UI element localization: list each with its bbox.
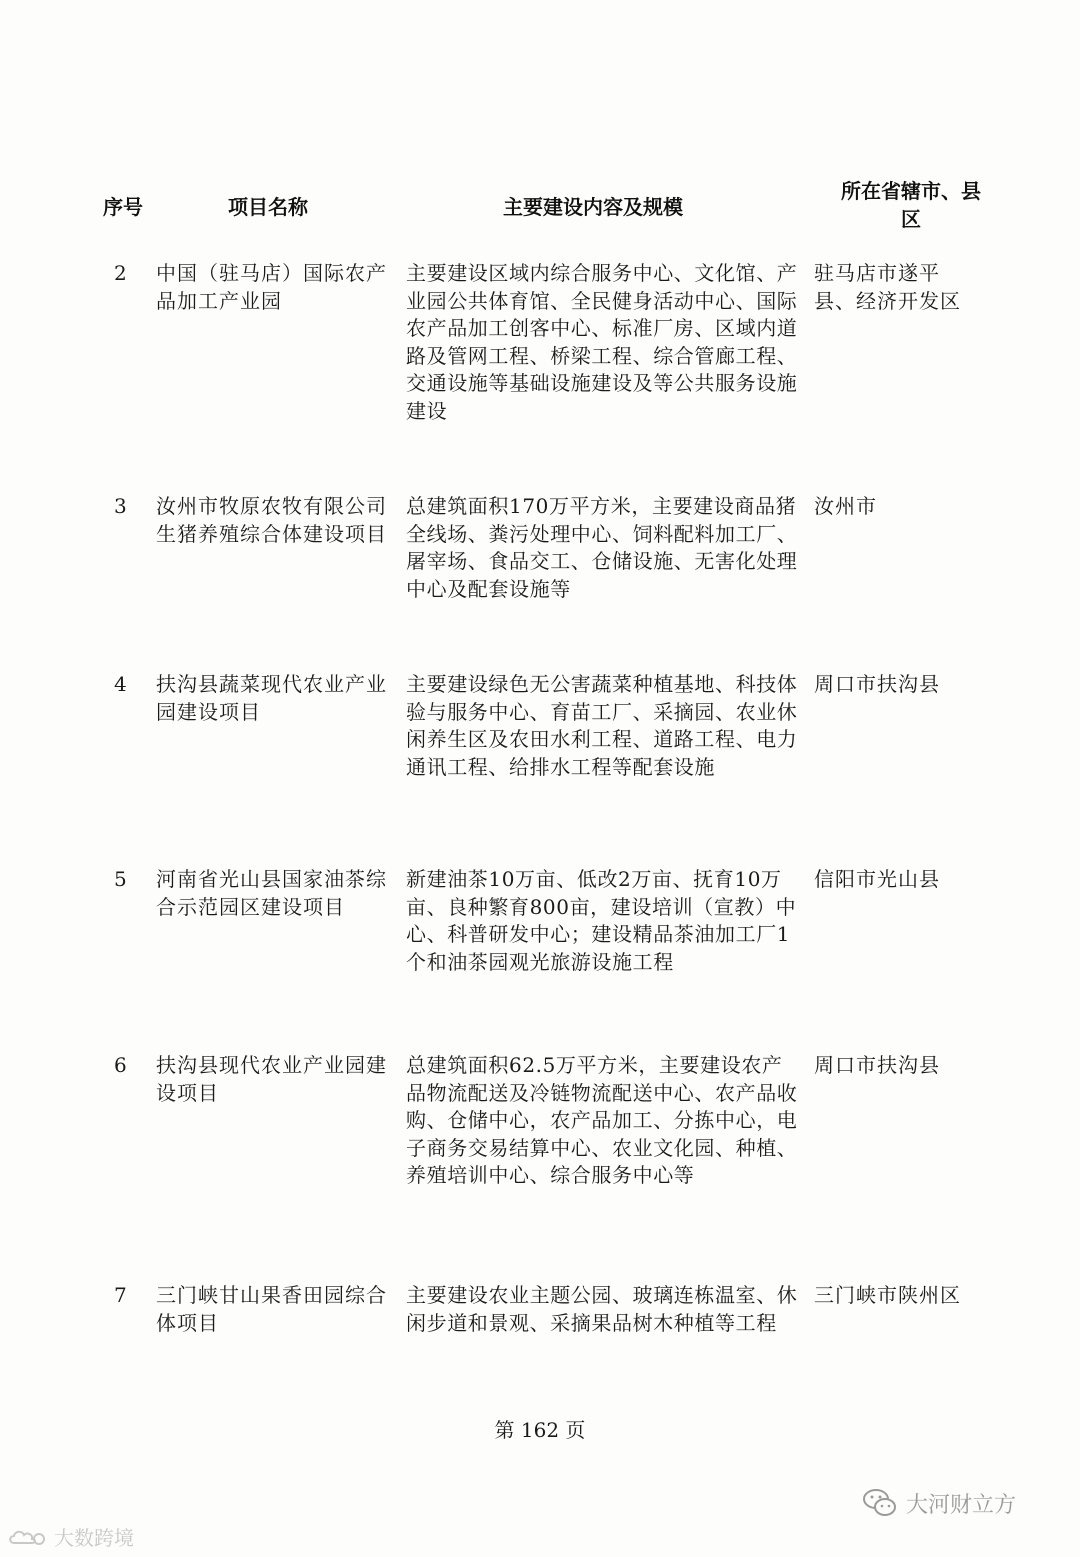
row-seq: 6 xyxy=(114,1053,127,1077)
row-seq: 7 xyxy=(114,1283,127,1307)
row-name: 扶沟县现代农业产业园建设项目 xyxy=(156,1053,387,1105)
page-number: 第 162 页 xyxy=(494,1418,586,1442)
row-location: 三门峡市陕州区 xyxy=(814,1283,961,1307)
row-content: 主要建设农业主题公园、玻璃连栋温室、休闲步道和景观、采摘果品树木种植等工程 xyxy=(406,1283,798,1335)
row-seq: 2 xyxy=(114,261,127,285)
row-name: 扶沟县蔬菜现代农业产业园建设项目 xyxy=(156,672,387,724)
watermark-right-text: 大河财立方 xyxy=(906,1492,1017,1518)
header-seq: 序号 xyxy=(103,195,143,219)
row-location: 周口市扶沟县 xyxy=(814,1053,940,1077)
watermark-left-text: 大数跨境 xyxy=(54,1526,134,1550)
row-content: 主要建设绿色无公害蔬菜种植基地、科技体验与服务中心、育苗工厂、采摘园、农业休闲养生区及农田水利工程、道路工程、电力通讯工程、给排水工程等配套设施 xyxy=(406,672,798,779)
row-seq: 3 xyxy=(114,494,127,518)
wechat-logo-icon xyxy=(862,1487,898,1519)
row-content: 主要建设区域内综合服务中心、文化馆、产业园公共体育馆、全民健身活动中心、国际农产品加工创客中心、标准厂房、区域内道路及管网工程、桥梁工程、综合管廊工程、交通设施等基础设施建设及等公共服务设施建设 xyxy=(406,261,798,423)
watermark-right xyxy=(862,1487,1016,1519)
row-location: 信阳市光山县 xyxy=(814,867,940,891)
row-content: 总建筑面积62.5万平方米，主要建设农产品物流配送及冷链物流配送中心、农产品收购、仓储中心，农产品加工、分拣中心，电子商务交易结算中心、农业文化园、种植、养殖培训中心、综合服务中心等 xyxy=(406,1053,798,1187)
table-header xyxy=(0,175,1080,235)
watermark-left xyxy=(8,1522,134,1551)
row-content: 新建油茶10万亩、低改2万亩、抚育10万亩、良种繁育800亩，建设培训（宣教）中心、科普研发中心；建设精品茶油加工厂1个和油茶园观光旅游设施工程 xyxy=(406,867,797,974)
row-name: 河南省光山县国家油茶综合示范园区建设项目 xyxy=(156,867,387,919)
header-content: 主要建设内容及规模 xyxy=(503,195,683,219)
row-name: 中国（驻马店）国际农产品加工产业园 xyxy=(156,261,387,313)
cloud-logo-icon xyxy=(8,1527,48,1547)
header-name: 项目名称 xyxy=(228,195,308,219)
row-location: 驻马店市遂平县、经济开发区 xyxy=(814,261,961,313)
row-name: 汝州市牧原农牧有限公司生猪养殖综合体建设项目 xyxy=(156,494,387,546)
row-content: 总建筑面积170万平方米，主要建设商品猪全线场、粪污处理中心、饲料配料加工厂、屠宰场、食品交工、仓储设施、无害化处理中心及配套设施等 xyxy=(406,494,798,601)
row-location: 周口市扶沟县 xyxy=(814,672,940,696)
row-seq: 5 xyxy=(114,867,127,891)
row-seq: 4 xyxy=(114,672,127,696)
row-name: 三门峡甘山果香田园综合体项目 xyxy=(156,1283,387,1335)
header-location: 所在省辖市、县区 xyxy=(841,179,981,231)
row-location: 汝州市 xyxy=(814,494,877,518)
